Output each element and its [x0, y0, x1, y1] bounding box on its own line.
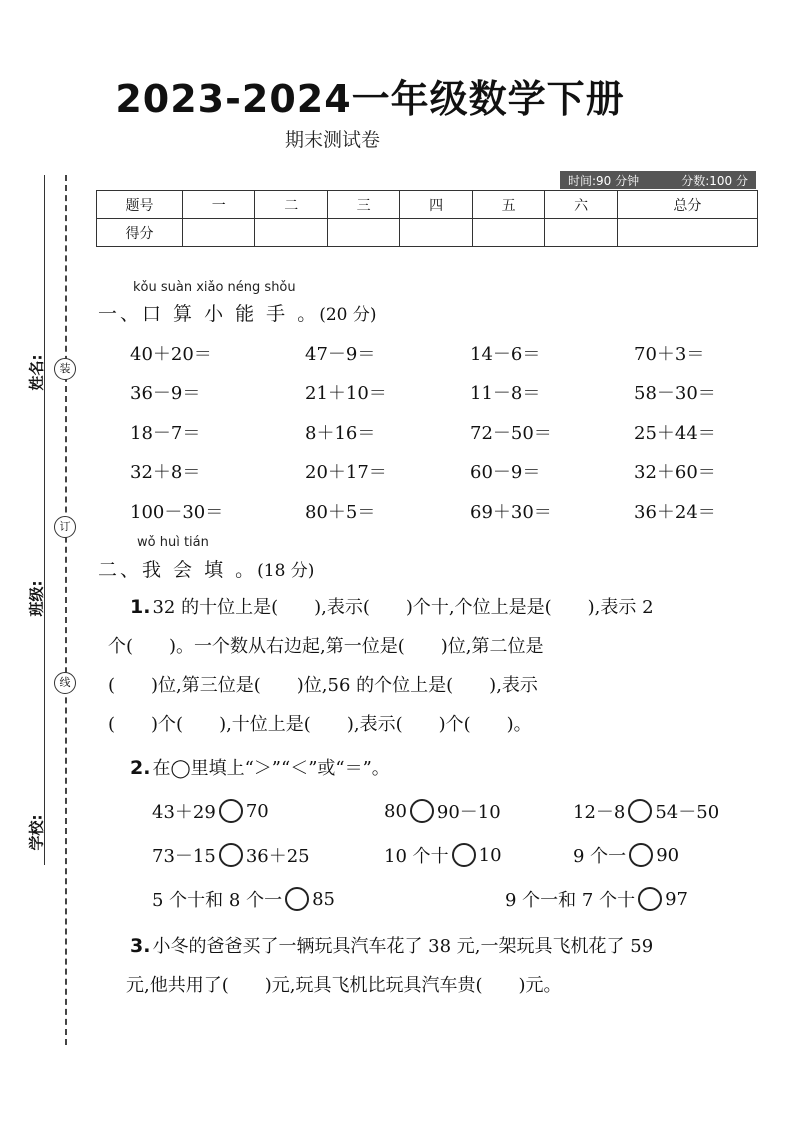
compare-item [573, 798, 719, 824]
school-label: 学校: [27, 814, 46, 851]
calc-item: 58－30＝ [634, 383, 716, 404]
calc-item: 80＋5＝ [305, 502, 376, 523]
question-3 [126, 927, 760, 1005]
compare-item [505, 886, 688, 912]
section1-heading [98, 299, 377, 326]
calc-item: 25＋44＝ [634, 423, 716, 444]
compare-item [152, 886, 335, 912]
compare-right: 10 [478, 844, 502, 866]
calc-item: 8＋16＝ [305, 423, 376, 444]
page-title: 2023-2024一年级数学下册 [115, 77, 625, 121]
question-2-prompt [130, 749, 760, 788]
calc-item: 40＋20＝ [130, 344, 212, 365]
table-cell: 二 [255, 191, 327, 219]
time-score-badge [560, 171, 756, 189]
compare-right: 97 [665, 888, 688, 910]
q1-line: ( )位,第三位是( )位,56 的个位上是( ),表示 [108, 675, 538, 696]
q3-number: 3. [130, 935, 151, 957]
score-text: 分数:100 分 [681, 173, 748, 188]
q3-line: 元,他共用了( )元,玩具飞机比玩具汽车贵( )元。 [126, 975, 562, 996]
answer-circle[interactable] [410, 799, 434, 823]
q3-line-text: 小冬的爸爸买了一辆玩具汽车花了 38 元,一架玩具飞机花了 59 [152, 936, 654, 957]
q3-line [130, 927, 760, 966]
table-cell: 总分 [617, 191, 757, 219]
table-cell: 得分 [97, 219, 183, 247]
table-cell: 五 [472, 191, 544, 219]
section1-title: 一、口 算 小 能 手 。 [98, 303, 320, 325]
section2-points: (18 分) [257, 561, 315, 581]
compare-left: 43＋29 [152, 802, 216, 823]
compare-left: 73－15 [152, 846, 216, 867]
table-cell: 一 [183, 191, 255, 219]
calc-item: 36－9＝ [130, 383, 201, 404]
q2-number: 2. [130, 757, 151, 779]
class-label: 班级: [27, 580, 46, 617]
score-input-cell[interactable] [472, 219, 544, 247]
calc-item: 47－9＝ [305, 344, 376, 365]
calc-item: 70＋3＝ [634, 344, 705, 365]
compare-right: 36＋25 [245, 846, 310, 867]
compare-right: 54－50 [655, 802, 720, 823]
calc-item: 36＋24＝ [634, 502, 716, 523]
answer-circle[interactable] [629, 843, 653, 867]
table-cell: 题号 [97, 191, 183, 219]
calc-item: 72－50＝ [470, 423, 552, 444]
answer-circle[interactable] [285, 887, 309, 911]
compare-item [384, 842, 502, 868]
score-input-cell[interactable] [545, 219, 617, 247]
table-cell: 六 [545, 191, 617, 219]
score-table [96, 190, 758, 247]
compare-item [384, 798, 501, 824]
section2-heading [98, 555, 314, 582]
question-1 [108, 588, 760, 744]
compare-left: 12－8 [573, 802, 626, 823]
compare-right: 90 [656, 844, 680, 866]
xian-mark: 线 [54, 672, 76, 694]
compare-item [152, 842, 310, 868]
q1-line [130, 588, 760, 627]
score-input-cell[interactable] [183, 219, 255, 247]
answer-circle[interactable] [638, 887, 662, 911]
compare-right: 70 [245, 800, 269, 822]
page-subtitle: 期末测试卷 [284, 129, 380, 151]
score-input-cell[interactable] [255, 219, 327, 247]
compare-item [573, 842, 679, 868]
compare-left: 9 个一 [573, 846, 627, 867]
section2-pinyin: wǒ huì tián [137, 535, 209, 550]
calc-item: 60－9＝ [470, 462, 541, 483]
score-input-cell[interactable] [327, 219, 399, 247]
calc-item: 18－7＝ [130, 423, 201, 444]
calc-item: 32＋60＝ [634, 462, 716, 483]
score-table-score-row [97, 219, 758, 247]
q1-line-text: 32 的十位上是( ),表示( )个十,个位上是是( ),表示 2 [152, 597, 654, 618]
time-text: 时间:90 分钟 [568, 173, 640, 188]
calc-item: 32＋8＝ [130, 462, 201, 483]
compare-item [152, 798, 269, 824]
name-label: 姓名: [27, 354, 46, 391]
calc-item: 20＋17＝ [305, 462, 387, 483]
answer-circle[interactable] [452, 843, 476, 867]
compare-left: 10 个十 [384, 846, 449, 867]
ding-mark: 订 [54, 516, 76, 538]
binding-solid-line [44, 175, 45, 865]
calc-item: 14－6＝ [470, 344, 541, 365]
q2-prompt-text: 在◯里填上“＞”“＜”或“＝”。 [152, 758, 390, 779]
section1-points: (20 分) [319, 305, 377, 325]
calc-item: 100－30＝ [130, 502, 224, 523]
answer-circle[interactable] [219, 799, 243, 823]
calc-item: 69＋30＝ [470, 502, 552, 523]
calc-item: 11－8＝ [470, 383, 541, 404]
section1-pinyin: kǒu suàn xiǎo néng shǒu [133, 280, 296, 295]
compare-left: 5 个十和 8 个一 [152, 890, 283, 911]
compare-left: 9 个一和 7 个十 [505, 890, 636, 911]
q1-line: 个( )。一个数从右边起,第一位是( )位,第二位是 [108, 636, 544, 657]
score-input-cell[interactable] [400, 219, 472, 247]
answer-circle[interactable] [219, 843, 243, 867]
q1-line: ( )个( ),十位上是( ),表示( )个( )。 [108, 714, 532, 735]
answer-circle[interactable] [628, 799, 652, 823]
score-input-cell[interactable] [617, 219, 757, 247]
binding-dashed-line [65, 175, 67, 1045]
table-cell: 三 [327, 191, 399, 219]
compare-right: 85 [312, 888, 335, 910]
q1-number: 1. [130, 596, 151, 618]
calc-item: 21＋10＝ [305, 383, 387, 404]
score-table-header-row [97, 191, 758, 219]
compare-left: 80 [384, 800, 407, 822]
zhuang-mark: 装 [54, 358, 76, 380]
compare-right: 90－10 [436, 802, 501, 823]
table-cell: 四 [400, 191, 472, 219]
section2-title: 二、我 会 填 。 [98, 559, 258, 581]
